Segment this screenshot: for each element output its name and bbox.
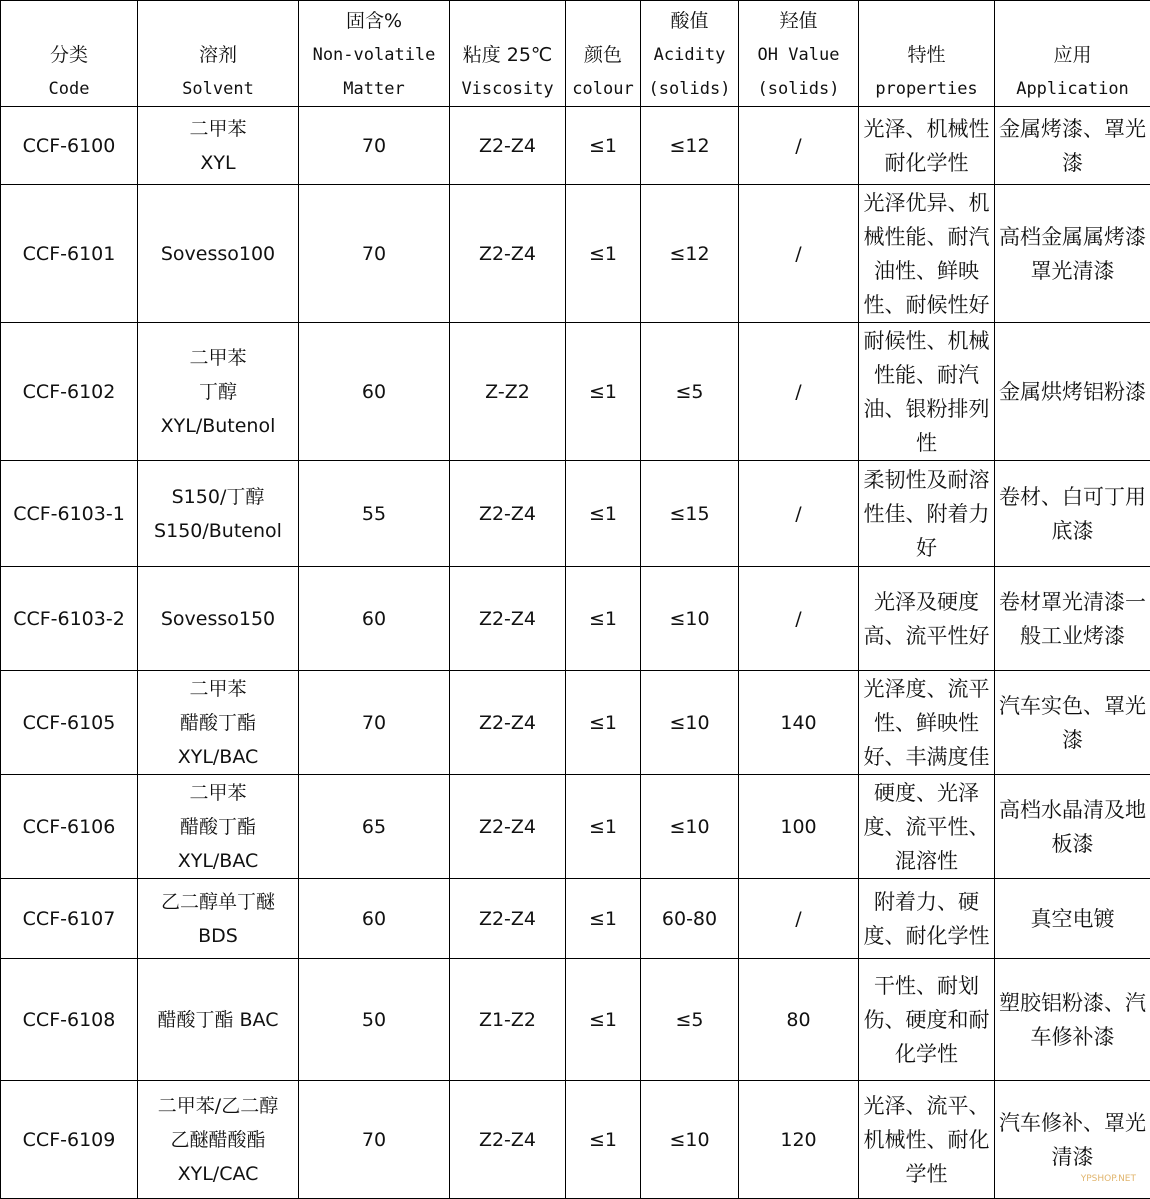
cell-oh	[739, 185, 859, 323]
table-row	[1, 107, 1150, 185]
cell-colour-text: ≤1	[568, 810, 638, 844]
cell-oh-text: /	[741, 129, 856, 163]
cell-application-text: 金属烘烤铝粉漆	[996, 375, 1149, 409]
cell-colour	[566, 185, 641, 323]
cell-code-text: CCF-6107	[3, 902, 135, 936]
cell-nvm-text: 60	[301, 902, 447, 936]
cell-code	[1, 107, 138, 185]
header-code: 分类 Code	[1, 1, 138, 107]
cell-application	[995, 185, 1150, 323]
cell-solvent-text: Sovesso150	[140, 602, 296, 636]
table-row	[1, 461, 1150, 567]
cell-oh	[739, 1081, 859, 1199]
cell-properties-text: 附着力、硬度、耐化学性	[860, 885, 993, 953]
cell-viscosity-text: Z1-Z2	[452, 1003, 563, 1037]
cell-nvm	[299, 671, 450, 775]
cell-viscosity	[450, 185, 566, 323]
cell-properties	[859, 461, 995, 567]
cell-solvent	[138, 671, 299, 775]
cell-colour-text: ≤1	[568, 497, 638, 531]
cell-acidity-text: ≤10	[643, 602, 736, 636]
cell-application	[995, 879, 1150, 959]
cell-nvm	[299, 323, 450, 461]
cell-colour	[566, 775, 641, 879]
cell-acidity-text: ≤10	[643, 706, 736, 740]
header-nvm: 固含% Non-volatile Matter	[299, 1, 450, 107]
cell-solvent-text: 二甲苯	[140, 776, 296, 810]
table-body	[1, 107, 1150, 1199]
table-row	[1, 323, 1150, 461]
cell-viscosity	[450, 671, 566, 775]
cell-oh	[739, 323, 859, 461]
cell-properties-text: 光泽优异、机械性能、耐汽油性、鲜映性、耐候性好	[860, 186, 993, 322]
cell-application	[995, 461, 1150, 567]
cell-viscosity	[450, 107, 566, 185]
cell-solvent	[138, 1081, 299, 1199]
cell-acidity-text: ≤12	[643, 129, 736, 163]
cell-solvent-text: XYL	[140, 146, 296, 180]
cell-colour	[566, 959, 641, 1081]
table-row	[1, 879, 1150, 959]
cell-acidity	[641, 461, 739, 567]
cell-acidity	[641, 185, 739, 323]
cell-code	[1, 775, 138, 879]
header-application: 应用 Application	[995, 1, 1150, 107]
cell-oh	[739, 567, 859, 671]
cell-solvent-text: 丁醇	[140, 375, 296, 409]
cell-code-text: CCF-6102	[3, 375, 135, 409]
cell-colour	[566, 671, 641, 775]
cell-nvm	[299, 775, 450, 879]
cell-code	[1, 959, 138, 1081]
table-row	[1, 959, 1150, 1081]
cell-properties-text: 柔韧性及耐溶性佳、附着力好	[860, 463, 993, 565]
cell-colour-text: ≤1	[568, 237, 638, 271]
cell-code-text: CCF-6101	[3, 237, 135, 271]
cell-viscosity	[450, 323, 566, 461]
table-row	[1, 775, 1150, 879]
cell-acidity	[641, 1081, 739, 1199]
cell-application	[995, 107, 1150, 185]
cell-acidity	[641, 959, 739, 1081]
cell-solvent-text: 二甲苯	[140, 341, 296, 375]
cell-application-text: 汽车修补、罩光清漆	[996, 1106, 1149, 1174]
header-oh: 羟值 OH Value (solids)	[739, 1, 859, 107]
cell-colour-text: ≤1	[568, 375, 638, 409]
cell-application-text: 真空电镀	[996, 902, 1149, 936]
cell-acidity	[641, 107, 739, 185]
header-solvent: 溶剂 Solvent	[138, 1, 299, 107]
cell-solvent-text: XYL/BAC	[140, 740, 296, 774]
cell-oh	[739, 775, 859, 879]
cell-acidity-text: ≤10	[643, 810, 736, 844]
cell-colour-text: ≤1	[568, 902, 638, 936]
cell-viscosity-text: Z2-Z4	[452, 1123, 563, 1157]
cell-properties-text: 光泽、流平、机械性、耐化学性	[860, 1089, 993, 1191]
cell-solvent	[138, 461, 299, 567]
cell-properties	[859, 185, 995, 323]
cell-solvent-text: 醋酸丁酯	[140, 810, 296, 844]
cell-oh-text: /	[741, 375, 856, 409]
header-row	[1, 1, 1150, 107]
cell-colour	[566, 567, 641, 671]
table-row	[1, 671, 1150, 775]
cell-solvent	[138, 959, 299, 1081]
cell-solvent	[138, 185, 299, 323]
cell-oh-text: 140	[741, 706, 856, 740]
cell-application-text: 汽车实色、罩光漆	[996, 689, 1149, 757]
cell-colour-text: ≤1	[568, 1123, 638, 1157]
cell-oh-text: 120	[741, 1123, 856, 1157]
cell-properties	[859, 567, 995, 671]
cell-colour	[566, 323, 641, 461]
cell-viscosity	[450, 461, 566, 567]
cell-properties	[859, 1081, 995, 1199]
cell-colour-text: ≤1	[568, 602, 638, 636]
cell-properties	[859, 959, 995, 1081]
cell-application-text: 卷材罩光清漆一般工业烤漆	[996, 585, 1149, 653]
cell-solvent	[138, 879, 299, 959]
header-viscosity: 粘度 25℃ Viscosity	[450, 1, 566, 107]
cell-application-text: 塑胶铝粉漆、汽车修补漆	[996, 986, 1149, 1054]
cell-viscosity-text: Z-Z2	[452, 375, 563, 409]
cell-acidity	[641, 879, 739, 959]
cell-acidity	[641, 567, 739, 671]
cell-nvm	[299, 1081, 450, 1199]
cell-application	[995, 775, 1150, 879]
cell-properties	[859, 879, 995, 959]
cell-solvent-text: S150/丁醇	[140, 480, 296, 514]
cell-nvm	[299, 107, 450, 185]
cell-viscosity-text: Z2-Z4	[452, 129, 563, 163]
cell-nvm-text: 55	[301, 497, 447, 531]
cell-nvm-text: 70	[301, 1123, 447, 1157]
cell-acidity-text: ≤15	[643, 497, 736, 531]
cell-acidity	[641, 323, 739, 461]
cell-solvent	[138, 775, 299, 879]
cell-code	[1, 185, 138, 323]
cell-oh-text: 100	[741, 810, 856, 844]
cell-solvent	[138, 323, 299, 461]
cell-solvent-text: 醋酸丁酯 BAC	[140, 1003, 296, 1037]
cell-colour-text: ≤1	[568, 1003, 638, 1037]
cell-code-text: CCF-6100	[3, 129, 135, 163]
cell-application-text: 高档水晶清及地板漆	[996, 793, 1149, 861]
cell-properties-text: 光泽及硬度高、流平性好	[860, 585, 993, 653]
cell-nvm-text: 65	[301, 810, 447, 844]
table-row	[1, 1081, 1150, 1199]
cell-code	[1, 671, 138, 775]
cell-oh-text: /	[741, 902, 856, 936]
cell-code	[1, 1081, 138, 1199]
cell-properties-text: 硬度、光泽度、流平性、混溶性	[860, 776, 993, 878]
table-row	[1, 567, 1150, 671]
cell-application	[995, 959, 1150, 1081]
cell-viscosity-text: Z2-Z4	[452, 706, 563, 740]
cell-solvent-text: BDS	[140, 919, 296, 953]
cell-viscosity	[450, 879, 566, 959]
cell-oh	[739, 879, 859, 959]
cell-viscosity-text: Z2-Z4	[452, 497, 563, 531]
cell-properties-text: 光泽、机械性耐化学性	[860, 112, 993, 180]
cell-oh-text: /	[741, 602, 856, 636]
cell-solvent-text: 醋酸丁酯	[140, 706, 296, 740]
watermark: YPSHOP.NET	[1081, 1174, 1136, 1184]
cell-nvm-text: 50	[301, 1003, 447, 1037]
cell-acidity-text: ≤12	[643, 237, 736, 271]
cell-code	[1, 461, 138, 567]
cell-nvm-text: 60	[301, 375, 447, 409]
cell-code-text: CCF-6105	[3, 706, 135, 740]
cell-application	[995, 323, 1150, 461]
cell-acidity-text: ≤5	[643, 1003, 736, 1037]
cell-nvm-text: 60	[301, 602, 447, 636]
cell-solvent-text: XYL/CAC	[140, 1157, 296, 1191]
cell-solvent-text: 二甲苯	[140, 112, 296, 146]
cell-viscosity	[450, 1081, 566, 1199]
cell-solvent-text: 乙二醇单丁醚	[140, 885, 296, 919]
cell-code	[1, 323, 138, 461]
cell-code-text: CCF-6103-1	[3, 497, 135, 531]
cell-colour	[566, 879, 641, 959]
cell-properties-text: 耐候性、机械性能、耐汽油、银粉排列性	[860, 324, 993, 460]
cell-oh-text: /	[741, 237, 856, 271]
cell-nvm	[299, 879, 450, 959]
cell-viscosity-text: Z2-Z4	[452, 602, 563, 636]
cell-properties	[859, 107, 995, 185]
cell-code-text: CCF-6103-2	[3, 602, 135, 636]
cell-viscosity-text: Z2-Z4	[452, 810, 563, 844]
cell-colour	[566, 107, 641, 185]
cell-solvent-text: Sovesso100	[140, 237, 296, 271]
table-row	[1, 185, 1150, 323]
cell-application-text: 金属烤漆、罩光漆	[996, 112, 1149, 180]
cell-acidity	[641, 671, 739, 775]
cell-code-text: CCF-6108	[3, 1003, 135, 1037]
cell-acidity-text: 60-80	[643, 902, 736, 936]
cell-colour	[566, 1081, 641, 1199]
cell-properties-text: 光泽度、流平性、鲜映性好、丰满度佳	[860, 672, 993, 774]
header-colour: 颜色 colour	[566, 1, 641, 107]
cell-nvm-text: 70	[301, 706, 447, 740]
cell-solvent-text: 二甲苯	[140, 672, 296, 706]
cell-viscosity	[450, 567, 566, 671]
cell-oh	[739, 959, 859, 1081]
cell-viscosity-text: Z2-Z4	[452, 902, 563, 936]
cell-colour	[566, 461, 641, 567]
cell-acidity	[641, 775, 739, 879]
cell-viscosity	[450, 959, 566, 1081]
cell-properties	[859, 323, 995, 461]
cell-nvm	[299, 959, 450, 1081]
header-acidity: 酸值 Acidity (solids)	[641, 1, 739, 107]
cell-solvent-text: S150/Butenol	[140, 514, 296, 548]
cell-properties	[859, 775, 995, 879]
cell-oh	[739, 107, 859, 185]
cell-acidity-text: ≤5	[643, 375, 736, 409]
cell-nvm-text: 70	[301, 237, 447, 271]
cell-viscosity-text: Z2-Z4	[452, 237, 563, 271]
cell-nvm	[299, 567, 450, 671]
cell-application-text: 高档金属属烤漆罩光清漆	[996, 220, 1149, 288]
cell-code	[1, 879, 138, 959]
cell-viscosity	[450, 775, 566, 879]
cell-application	[995, 567, 1150, 671]
cell-colour-text: ≤1	[568, 129, 638, 163]
cell-oh	[739, 671, 859, 775]
cell-nvm-text: 70	[301, 129, 447, 163]
cell-solvent-text: XYL/Butenol	[140, 409, 296, 443]
cell-solvent-text: 二甲苯/乙二醇	[140, 1089, 296, 1123]
cell-nvm	[299, 185, 450, 323]
cell-solvent	[138, 567, 299, 671]
cell-code-text: CCF-6109	[3, 1123, 135, 1157]
cell-application-text: 卷材、白可丁用底漆	[996, 480, 1149, 548]
cell-solvent-text: XYL/BAC	[140, 844, 296, 878]
cell-code-text: CCF-6106	[3, 810, 135, 844]
cell-application	[995, 671, 1150, 775]
cell-code	[1, 567, 138, 671]
cell-oh	[739, 461, 859, 567]
cell-oh-text: /	[741, 497, 856, 531]
cell-solvent	[138, 107, 299, 185]
cell-nvm	[299, 461, 450, 567]
cell-oh-text: 80	[741, 1003, 856, 1037]
cell-colour-text: ≤1	[568, 706, 638, 740]
cell-acidity-text: ≤10	[643, 1123, 736, 1157]
cell-properties	[859, 671, 995, 775]
header-properties: 特性 properties	[859, 1, 995, 107]
cell-solvent-text: 乙醚醋酸酯	[140, 1123, 296, 1157]
cell-properties-text: 干性、耐划伤、硬度和耐化学性	[860, 969, 993, 1071]
